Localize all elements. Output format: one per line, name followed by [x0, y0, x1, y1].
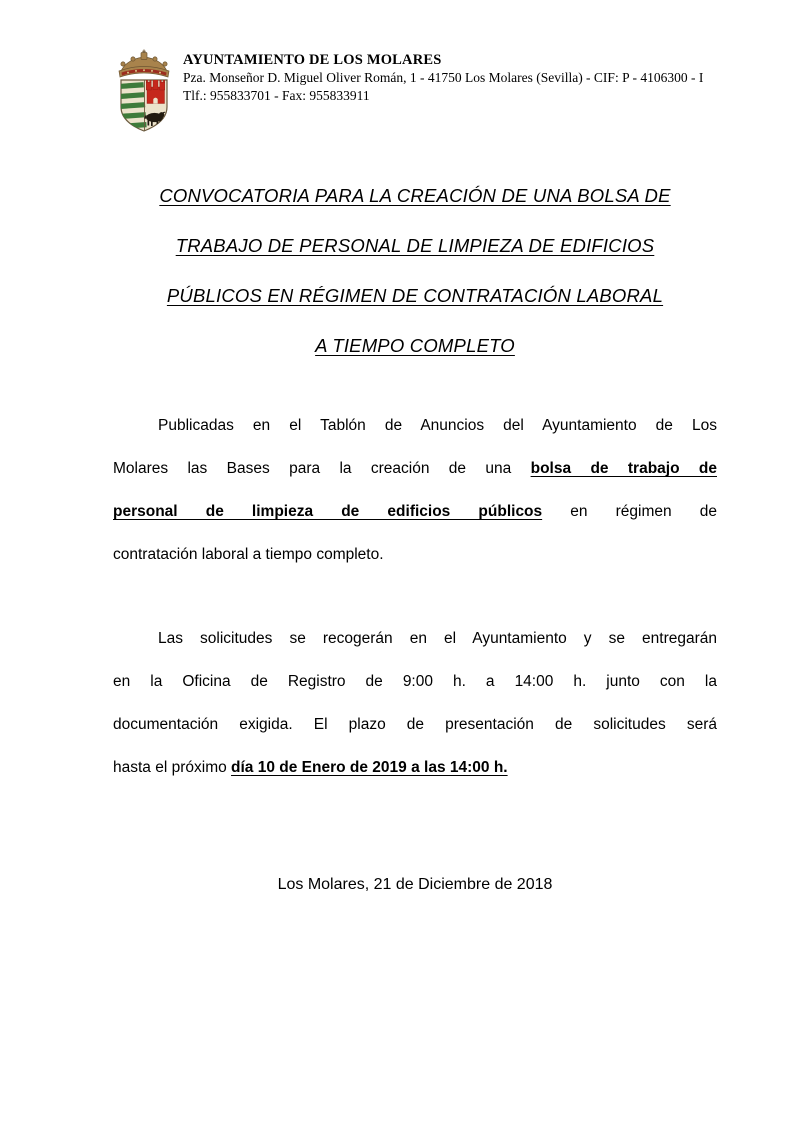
deadline-text-segment: día 10 de Enero de 2019 a las 14:00 h. — [231, 759, 508, 776]
highlighted-text-segment: bolsa de trabajo de — [530, 460, 717, 477]
text-line — [113, 404, 717, 447]
text-line — [113, 447, 717, 490]
text-line — [113, 703, 717, 746]
text-segment: en la Oficina de Registro de 9:00 h. a 14:00 h. junto con la — [113, 673, 717, 690]
header-text-block — [183, 49, 703, 105]
text-line — [113, 660, 717, 703]
title-line-4: A TIEMPO COMPLETO — [315, 335, 515, 356]
date-line: Los Molares, 21 de Diciembre de 2018 — [277, 876, 553, 893]
text-line — [113, 617, 717, 660]
text-segment: en régimen de — [542, 503, 717, 520]
text-segment: Las solicitudes se recogerán en el Ayuntamiento y se entregarán — [158, 630, 717, 647]
coat-of-arms-icon — [113, 49, 175, 133]
org-contact: Tlf.: 955833701 - Fax: 955833911 — [183, 88, 370, 103]
org-name: AYUNTAMIENTO DE LOS MOLARES — [183, 52, 442, 68]
text-line — [113, 746, 717, 789]
document-title — [113, 185, 717, 357]
text-segment: hasta el próximo — [113, 759, 232, 776]
highlighted-text-segment: personal de limpieza de edificios públicos — [113, 503, 543, 520]
text-segment: documentación exigida. El plazo de presentación de solicitudes será — [113, 716, 717, 733]
text-line — [113, 533, 717, 576]
text-segment: Molares las Bases para la creación de una — [113, 460, 531, 477]
text-line — [113, 490, 717, 533]
title-line-3: PÚBLICOS EN RÉGIMEN DE CONTRATACIÓN LABORAL — [166, 285, 664, 306]
castle-gate — [153, 98, 157, 104]
org-address: Pza. Monseñor D. Miguel Oliver Román, 1 - 41750 Los Molares (Sevilla) - CIF: P - 4106300 - I — [183, 70, 704, 85]
title-line-1: CONVOCATORIA PARA LA CREACIÓN DE UNA BOLSA DE — [159, 185, 671, 206]
text-segment: Publicadas en el Tablón de Anuncios del Ayuntamiento de Los — [158, 417, 717, 434]
document-header — [113, 49, 717, 133]
title-line-2: TRABAJO DE PERSONAL DE LIMPIEZA DE EDIFICIOS — [175, 235, 655, 256]
publication-paragraph — [113, 404, 717, 576]
text-segment: contratación laboral a tiempo completo. — [113, 546, 384, 563]
applications-paragraph — [113, 617, 717, 789]
